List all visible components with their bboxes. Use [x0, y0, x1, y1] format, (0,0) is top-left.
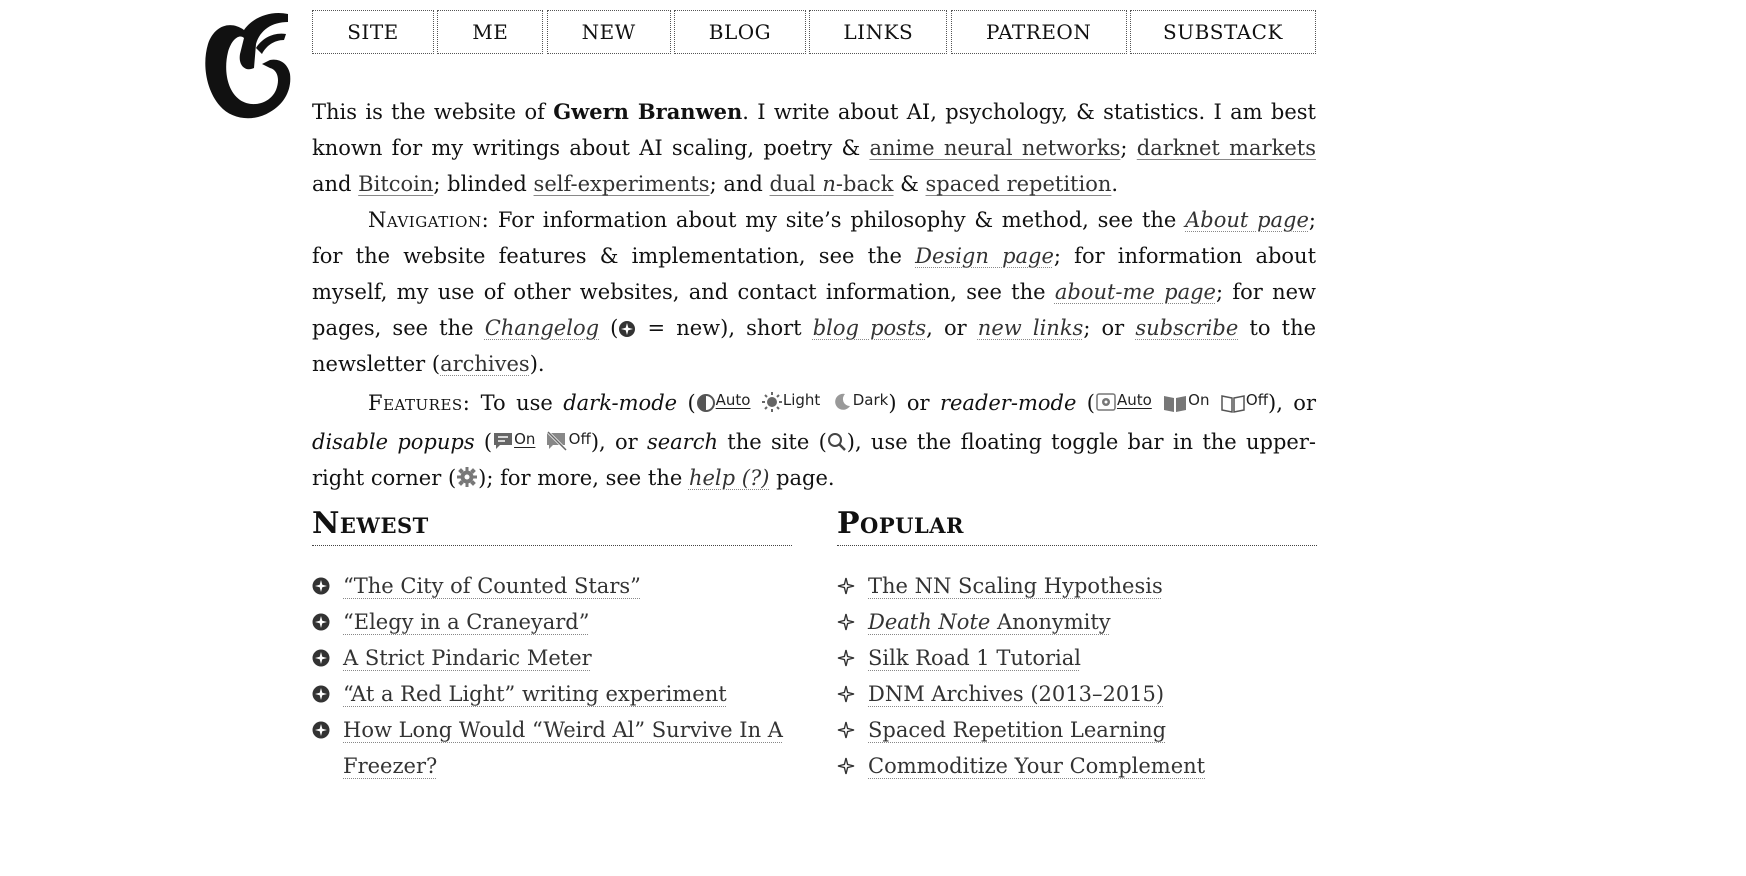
popular-link[interactable]	[868, 574, 1163, 598]
nav-links[interactable]: LINKS	[809, 10, 947, 54]
newest-section	[312, 504, 792, 784]
link-about-page[interactable]: About page	[1185, 208, 1309, 232]
sparkle-star-icon	[837, 649, 855, 667]
dark-mode-dark-toggle[interactable]: Dark	[852, 391, 889, 409]
features-text: ) or	[888, 391, 940, 415]
features-text: ); for more, see the	[478, 466, 689, 490]
features-text: To use	[470, 391, 564, 415]
navigation-label: Navigation:	[368, 208, 490, 232]
reader-mode-term: reader-mode	[939, 391, 1077, 415]
link-text: Silk Road 1 Tutorial	[868, 646, 1081, 670]
popular-link[interactable]	[868, 610, 1111, 634]
reader-mode-on-toggle[interactable]: On	[1188, 391, 1210, 409]
gear-icon	[456, 466, 478, 488]
features-text: the site (	[718, 430, 827, 454]
features-text: (	[1076, 391, 1095, 415]
features-label: Features:	[368, 391, 471, 415]
intro-text: ;	[1120, 136, 1137, 160]
nav-text: (	[599, 316, 619, 340]
nav-text: For information about my site’s philosophy & method, see the	[489, 208, 1186, 232]
nav-text: ; for new pages, see the	[312, 280, 1316, 340]
popular-section	[837, 504, 1317, 784]
link-darknet-markets[interactable]: darknet markets	[1136, 136, 1316, 160]
list-item	[312, 604, 792, 640]
link-bitcoin[interactable]: Bitcoin	[358, 172, 434, 196]
moon-icon	[831, 391, 853, 413]
link-text: Spaced Repetition Learning	[868, 718, 1167, 742]
new-star-icon	[312, 577, 330, 595]
newest-heading: Newest	[312, 504, 792, 546]
nav-text: = new), short	[636, 316, 813, 340]
popups-on-toggle[interactable]: On	[514, 430, 536, 448]
link-dual-n-back[interactable]	[770, 172, 894, 196]
link-text: n	[822, 172, 836, 196]
list-item	[837, 568, 1317, 604]
newest-list	[312, 568, 792, 784]
site-logo-g[interactable]	[200, 8, 296, 122]
features-text: ), or	[1268, 391, 1316, 415]
intro-text: This is the website of	[312, 100, 554, 124]
sparkle-star-icon	[837, 685, 855, 703]
link-text: DNM Archives (2013–2015)	[868, 682, 1165, 706]
intro-section	[312, 94, 1316, 496]
popular-list	[837, 568, 1317, 784]
link-changelog[interactable]: Changelog	[484, 316, 600, 340]
nav-text: to the newsletter (	[312, 316, 1317, 376]
list-item	[312, 676, 792, 712]
nav-blog[interactable]: BLOG	[674, 10, 806, 54]
list-item	[312, 568, 792, 604]
features-text: ), or	[590, 430, 647, 454]
new-star-icon	[618, 320, 636, 338]
intro-text: &	[893, 172, 926, 196]
author-name: Gwern Branwen	[553, 99, 743, 124]
disable-popups-term: disable popups	[312, 430, 475, 454]
link-text: -back	[835, 172, 894, 196]
link-new-links[interactable]: new links	[977, 316, 1084, 340]
intro-text: .	[1111, 172, 1119, 196]
nav-site[interactable]: SITE	[312, 10, 434, 54]
intro-text: . I write about AI, psychology, & statistics. I am best known for my writings about AI scaling, poetry &	[312, 100, 1316, 160]
link-spaced-repetition[interactable]: spaced repetition	[925, 172, 1112, 196]
nav-substack[interactable]: SUBSTACK	[1130, 10, 1316, 54]
reader-mode-auto-toggle[interactable]: Auto	[1116, 391, 1152, 409]
dark-mode-term: dark-mode	[563, 391, 678, 415]
search-term: search	[646, 430, 718, 454]
speech-bubble-off-icon	[545, 430, 569, 452]
list-item	[837, 712, 1317, 748]
dark-mode-auto-toggle[interactable]: Auto	[715, 391, 751, 409]
list-item	[312, 712, 792, 784]
search-icon	[827, 432, 847, 452]
half-circle-contrast-icon	[696, 393, 716, 413]
features-text: (	[474, 430, 493, 454]
nav-patreon[interactable]: PATREON	[951, 10, 1127, 54]
intro-text: ; and	[709, 172, 770, 196]
nav-text: ; for the website features & implementation, see the	[312, 208, 1316, 268]
new-star-icon	[312, 685, 330, 703]
link-text: Commoditize Your Complement	[868, 754, 1206, 778]
gear-book-icon	[1095, 391, 1117, 413]
sparkle-star-icon	[837, 613, 855, 631]
list-item	[312, 640, 792, 676]
intro-text: ; blinded	[433, 172, 534, 196]
newest-link[interactable]: A Strict Pindaric Meter	[343, 646, 592, 670]
popular-link[interactable]	[868, 646, 1081, 670]
link-self-experiments[interactable]: self-experiments	[533, 172, 710, 196]
sparkle-star-icon	[837, 721, 855, 739]
link-archives[interactable]: archives	[440, 352, 530, 376]
nav-text: , or	[926, 316, 978, 340]
nav-text: ; for information about myself, my use of other websites, and contact information, see the	[312, 244, 1317, 304]
newest-link[interactable]: “Elegy in a Craneyard”	[343, 610, 590, 634]
link-text: Anonymity	[990, 610, 1111, 634]
link-subscribe[interactable]: subscribe	[1135, 316, 1239, 340]
newest-link[interactable]: How Long Would “Weird Al” Survive In A Freezer?	[343, 718, 783, 778]
link-text: dual	[769, 172, 823, 196]
link-text: Death Note	[868, 610, 991, 634]
link-anime-neural-networks[interactable]: anime neural networks	[869, 136, 1121, 160]
open-book-outline-icon	[1220, 393, 1246, 413]
list-item	[837, 748, 1317, 784]
features-paragraph	[312, 382, 1316, 496]
popular-heading: Popular	[837, 504, 1317, 546]
link-blog-posts[interactable]: blog posts	[812, 316, 927, 340]
newest-link[interactable]: “At a Red Light” writing experiment	[343, 682, 727, 706]
features-text: page.	[769, 466, 835, 490]
navigation-paragraph	[312, 202, 1316, 382]
dark-mode-light-toggle[interactable]: Light	[782, 391, 821, 409]
link-design-page[interactable]: Design page	[915, 244, 1054, 268]
nav-text: ; or	[1083, 316, 1136, 340]
new-star-icon	[312, 649, 330, 667]
top-navigation	[312, 10, 1316, 54]
sparkle-star-icon	[837, 577, 855, 595]
reader-mode-off-toggle[interactable]: Off	[1245, 391, 1269, 409]
popular-link[interactable]	[868, 754, 1205, 778]
new-star-icon	[312, 613, 330, 631]
list-item	[837, 640, 1317, 676]
intro-text: and	[312, 172, 359, 196]
features-text: (	[677, 391, 696, 415]
link-help[interactable]: help (?)	[688, 466, 770, 490]
nav-new[interactable]: NEW	[547, 10, 671, 54]
intro-paragraph	[312, 94, 1316, 202]
sun-icon	[761, 391, 783, 413]
list-item	[837, 604, 1317, 640]
popular-link[interactable]	[868, 718, 1166, 742]
sparkle-star-icon	[837, 757, 855, 775]
list-item	[837, 676, 1317, 712]
new-star-icon	[312, 721, 330, 739]
nav-text: ).	[529, 352, 545, 376]
popular-link[interactable]	[868, 682, 1164, 706]
link-text: The NN Scaling Hypothesis	[868, 574, 1163, 598]
nav-me[interactable]: ME	[437, 10, 543, 54]
link-about-me-page[interactable]: about-me page	[1054, 280, 1216, 304]
features-text: ), use the floating toggle bar in the upper-right corner (	[312, 430, 1316, 490]
speech-bubble-icon	[492, 430, 514, 452]
open-book-filled-icon	[1162, 393, 1188, 413]
popups-off-toggle[interactable]: Off	[568, 430, 591, 448]
newest-link[interactable]: “The City of Counted Stars”	[343, 574, 641, 598]
